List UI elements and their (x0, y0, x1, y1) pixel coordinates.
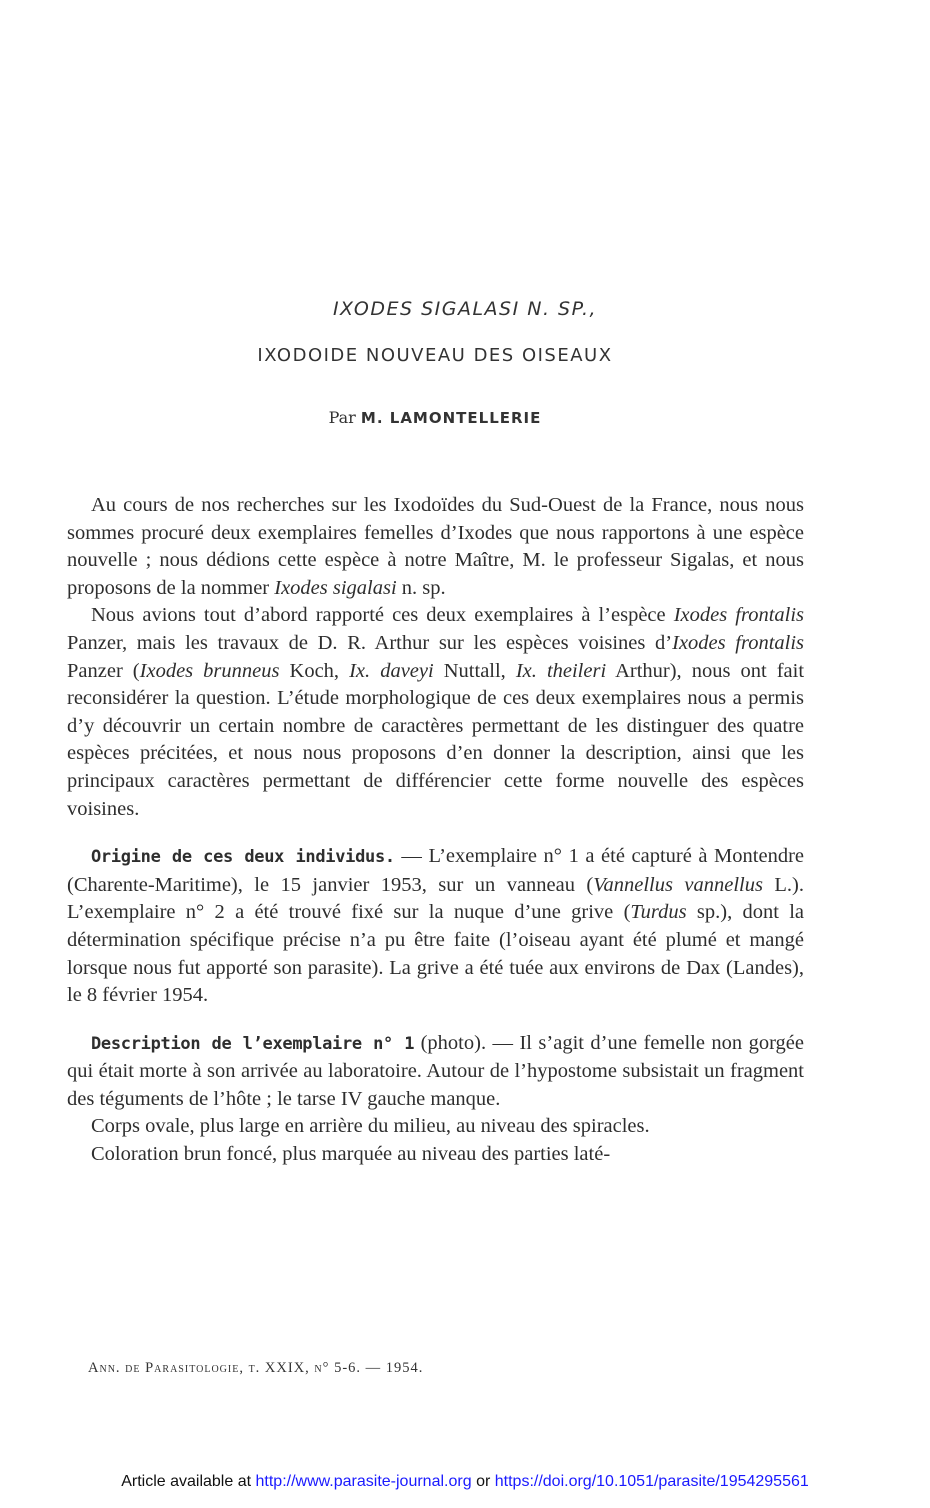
paragraph-intro: Au cours de nos recherches sur les Ixodoïdes du Sud-Ouest de la France, nous nous sommes procuré deux exemplaires femelles d’Ixodes que nous rapportons à une espèce nouvelle ; nous dédions cette espèce à notre Maître, M. le professeur Sigalas, et nous proposons de la nommer Ixodes sigalasi n. sp. (67, 494, 804, 599)
author-name: M. LAMONTELLERIE (360, 409, 542, 427)
species-name: Ixodes sigalasi (274, 576, 397, 599)
article-title: IXODES SIGALASI N. SP., (332, 298, 598, 320)
doi-link[interactable]: https://doi.org/10.1051/parasite/1954295561 (494, 1473, 809, 1490)
paragraph-description: Description de l’exemplaire n° 1 (photo). — Il s’agit d’une femelle non gorgée qui était morte à son arrivée au laboratoire. Autour de l’hypostome subsistait un fragment des téguments de l’hôte ; le tarse IV gauche manque. (67, 1031, 804, 1110)
byline-prefix: Par (328, 408, 356, 427)
article-subtitle: IXODOIDE NOUVEAU DES OISEAUX (257, 345, 613, 366)
journal-link[interactable]: http://www.parasite-journal.org (255, 1473, 472, 1490)
paragraph-body-shape: Corps ovale, plus large en arrière du milieu, au niveau des spiracles. (91, 1115, 650, 1138)
article-footer: Article available at http://www.parasite-journal.org or https://doi.org/10.1051/parasite/1954295561 (121, 1473, 809, 1490)
paragraph-coloration: Coloration brun foncé, plus marquée au niveau des parties laté- (91, 1143, 611, 1166)
section-heading-description: Description de l’exemplaire n° 1 (91, 1033, 415, 1054)
section-heading-origin: Origine de ces deux individus. (91, 847, 395, 868)
journal-citation: Ann. de Parasitologie, t. XXIX, n° 5-6. — 1954. (88, 1360, 424, 1376)
article-body (67, 492, 804, 1169)
byline (0, 408, 870, 427)
paragraph-context: Nous avions tout d’abord rapporté ces deux exemplaires à l’espèce Ixodes frontalis Panzer, mais les travaux de D. R. Arthur sur les espèces voisines d’Ixodes frontalis Panzer (Ixodes brunneus Koch, Ix. daveyi Nuttall, Ix. theileri Arthur), nous ont fait reconsidérer la question. L’étude morphologique de ces deux exemplaires nous a permis d’y découvrir un certain nombre de caractères permettant de les distinguer des quatre espèces précitées, et nous nous proposons d’en donner la description, ainsi que les principaux caractères permettant de différencier cette forme nouvelle des espèces voisines. (67, 604, 805, 820)
paragraph-origin: Origine de ces deux individus. — L’exemplaire n° 1 a été capturé à Montendre (Charente-Maritime), le 15 janvier 1953, sur un vanneau (Vannellus vannellus L.). L’exemplaire n° 2 a été trouvé fixé sur la nuque d’une grive (Turdus sp.), dont la détermination spécifique précise n’a pu être faite (l’oiseau ayant été plumé et mangé lorsque nous fut apporté son parasite). La grive a été tuée aux environs de Dax (Landes), le 8 février 1954. (67, 845, 805, 1007)
